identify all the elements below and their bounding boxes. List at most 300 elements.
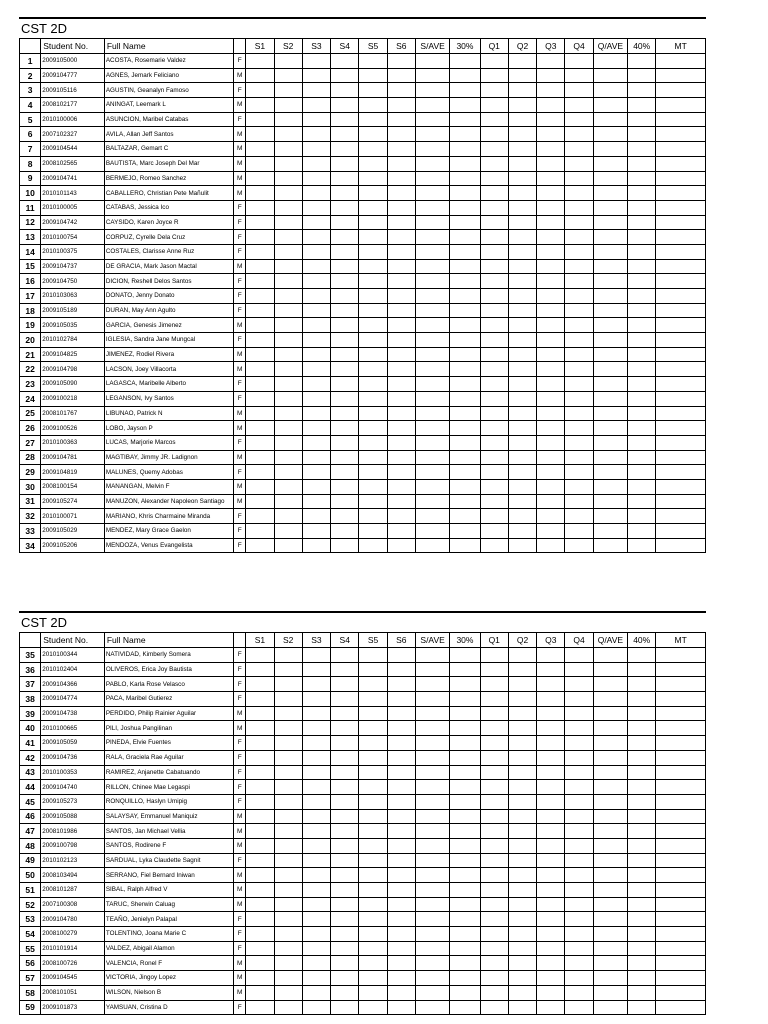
grade-cell[interactable]	[537, 230, 565, 245]
grade-cell[interactable]	[246, 941, 274, 956]
grade-cell[interactable]	[302, 736, 330, 751]
grade-cell[interactable]	[480, 333, 508, 348]
grade-cell[interactable]	[246, 333, 274, 348]
grade-cell[interactable]	[508, 941, 536, 956]
grade-cell[interactable]	[450, 274, 480, 289]
grade-cell[interactable]	[450, 648, 480, 663]
grade-cell[interactable]	[302, 927, 330, 942]
grade-cell[interactable]	[302, 941, 330, 956]
grade-cell[interactable]	[302, 318, 330, 333]
grade-cell[interactable]	[302, 230, 330, 245]
grade-cell[interactable]	[302, 897, 330, 912]
grade-cell[interactable]	[593, 809, 627, 824]
grade-cell[interactable]	[508, 171, 536, 186]
grade-cell[interactable]	[415, 200, 449, 215]
grade-cell[interactable]	[565, 956, 593, 971]
grade-cell[interactable]	[246, 765, 274, 780]
grade-cell[interactable]	[593, 142, 627, 157]
grade-cell[interactable]	[480, 677, 508, 692]
grade-cell[interactable]	[246, 750, 274, 765]
grade-cell[interactable]	[359, 971, 387, 986]
grade-cell[interactable]	[302, 450, 330, 465]
grade-cell[interactable]	[450, 244, 480, 259]
grade-cell[interactable]	[508, 289, 536, 304]
grade-cell[interactable]	[537, 721, 565, 736]
grade-cell[interactable]	[508, 333, 536, 348]
grade-cell[interactable]	[508, 736, 536, 751]
grade-cell[interactable]	[565, 142, 593, 157]
grade-cell[interactable]	[415, 985, 449, 1000]
grade-cell[interactable]	[387, 824, 415, 839]
grade-cell[interactable]	[302, 244, 330, 259]
grade-cell[interactable]	[480, 509, 508, 524]
grade-cell[interactable]	[246, 677, 274, 692]
grade-cell[interactable]	[656, 303, 706, 318]
grade-cell[interactable]	[387, 479, 415, 494]
grade-cell[interactable]	[415, 333, 449, 348]
grade-cell[interactable]	[450, 494, 480, 509]
grade-cell[interactable]	[480, 538, 508, 553]
grade-cell[interactable]	[331, 971, 359, 986]
grade-cell[interactable]	[593, 156, 627, 171]
grade-cell[interactable]	[450, 200, 480, 215]
grade-cell[interactable]	[302, 780, 330, 795]
grade-cell[interactable]	[274, 435, 302, 450]
grade-cell[interactable]	[246, 538, 274, 553]
grade-cell[interactable]	[246, 303, 274, 318]
grade-cell[interactable]	[246, 318, 274, 333]
grade-cell[interactable]	[387, 318, 415, 333]
grade-cell[interactable]	[246, 494, 274, 509]
grade-cell[interactable]	[480, 985, 508, 1000]
grade-cell[interactable]	[387, 230, 415, 245]
grade-cell[interactable]	[387, 538, 415, 553]
grade-cell[interactable]	[450, 259, 480, 274]
grade-cell[interactable]	[415, 274, 449, 289]
grade-cell[interactable]	[359, 956, 387, 971]
grade-cell[interactable]	[656, 318, 706, 333]
grade-cell[interactable]	[593, 421, 627, 436]
grade-cell[interactable]	[302, 838, 330, 853]
grade-cell[interactable]	[628, 985, 656, 1000]
grade-cell[interactable]	[480, 200, 508, 215]
grade-cell[interactable]	[387, 171, 415, 186]
grade-cell[interactable]	[537, 274, 565, 289]
grade-cell[interactable]	[302, 794, 330, 809]
grade-cell[interactable]	[246, 142, 274, 157]
grade-cell[interactable]	[628, 765, 656, 780]
grade-cell[interactable]	[450, 83, 480, 98]
grade-cell[interactable]	[656, 289, 706, 304]
grade-cell[interactable]	[246, 780, 274, 795]
grade-cell[interactable]	[450, 289, 480, 304]
grade-cell[interactable]	[387, 54, 415, 69]
grade-cell[interactable]	[537, 391, 565, 406]
grade-cell[interactable]	[508, 318, 536, 333]
grade-cell[interactable]	[359, 780, 387, 795]
grade-cell[interactable]	[565, 648, 593, 663]
grade-cell[interactable]	[302, 985, 330, 1000]
grade-cell[interactable]	[537, 853, 565, 868]
grade-cell[interactable]	[480, 883, 508, 898]
grade-cell[interactable]	[628, 406, 656, 421]
grade-cell[interactable]	[274, 794, 302, 809]
grade-cell[interactable]	[565, 809, 593, 824]
grade-cell[interactable]	[565, 406, 593, 421]
grade-cell[interactable]	[565, 391, 593, 406]
grade-cell[interactable]	[302, 347, 330, 362]
grade-cell[interactable]	[628, 142, 656, 157]
grade-cell[interactable]	[274, 127, 302, 142]
grade-cell[interactable]	[302, 421, 330, 436]
grade-cell[interactable]	[656, 897, 706, 912]
grade-cell[interactable]	[387, 244, 415, 259]
grade-cell[interactable]	[628, 897, 656, 912]
grade-cell[interactable]	[415, 362, 449, 377]
grade-cell[interactable]	[450, 230, 480, 245]
grade-cell[interactable]	[565, 83, 593, 98]
grade-cell[interactable]	[508, 838, 536, 853]
grade-cell[interactable]	[387, 765, 415, 780]
grade-cell[interactable]	[274, 274, 302, 289]
grade-cell[interactable]	[537, 985, 565, 1000]
grade-cell[interactable]	[628, 112, 656, 127]
grade-cell[interactable]	[359, 112, 387, 127]
grade-cell[interactable]	[628, 289, 656, 304]
grade-cell[interactable]	[450, 706, 480, 721]
grade-cell[interactable]	[387, 794, 415, 809]
grade-cell[interactable]	[415, 289, 449, 304]
grade-cell[interactable]	[656, 391, 706, 406]
grade-cell[interactable]	[593, 524, 627, 539]
grade-cell[interactable]	[508, 98, 536, 113]
grade-cell[interactable]	[246, 54, 274, 69]
grade-cell[interactable]	[415, 318, 449, 333]
grade-cell[interactable]	[302, 259, 330, 274]
grade-cell[interactable]	[656, 853, 706, 868]
grade-cell[interactable]	[246, 421, 274, 436]
grade-cell[interactable]	[450, 362, 480, 377]
grade-cell[interactable]	[387, 333, 415, 348]
grade-cell[interactable]	[387, 853, 415, 868]
grade-cell[interactable]	[593, 171, 627, 186]
grade-cell[interactable]	[274, 406, 302, 421]
grade-cell[interactable]	[656, 956, 706, 971]
grade-cell[interactable]	[415, 421, 449, 436]
grade-cell[interactable]	[565, 68, 593, 83]
grade-cell[interactable]	[450, 112, 480, 127]
grade-cell[interactable]	[480, 956, 508, 971]
grade-cell[interactable]	[508, 244, 536, 259]
grade-cell[interactable]	[331, 780, 359, 795]
grade-cell[interactable]	[565, 244, 593, 259]
grade-cell[interactable]	[450, 853, 480, 868]
grade-cell[interactable]	[246, 450, 274, 465]
grade-cell[interactable]	[246, 127, 274, 142]
grade-cell[interactable]	[331, 956, 359, 971]
grade-cell[interactable]	[593, 68, 627, 83]
grade-cell[interactable]	[246, 68, 274, 83]
grade-cell[interactable]	[593, 912, 627, 927]
grade-cell[interactable]	[302, 853, 330, 868]
grade-cell[interactable]	[415, 677, 449, 692]
grade-cell[interactable]	[359, 538, 387, 553]
grade-cell[interactable]	[302, 127, 330, 142]
grade-cell[interactable]	[450, 765, 480, 780]
grade-cell[interactable]	[628, 912, 656, 927]
grade-cell[interactable]	[331, 333, 359, 348]
grade-cell[interactable]	[302, 68, 330, 83]
grade-cell[interactable]	[593, 333, 627, 348]
grade-cell[interactable]	[480, 736, 508, 751]
grade-cell[interactable]	[537, 127, 565, 142]
grade-cell[interactable]	[387, 897, 415, 912]
grade-cell[interactable]	[628, 215, 656, 230]
grade-cell[interactable]	[537, 68, 565, 83]
grade-cell[interactable]	[508, 692, 536, 707]
grade-cell[interactable]	[480, 1000, 508, 1015]
grade-cell[interactable]	[656, 985, 706, 1000]
grade-cell[interactable]	[246, 985, 274, 1000]
grade-cell[interactable]	[387, 259, 415, 274]
grade-cell[interactable]	[359, 824, 387, 839]
grade-cell[interactable]	[274, 362, 302, 377]
grade-cell[interactable]	[387, 142, 415, 157]
grade-cell[interactable]	[628, 83, 656, 98]
grade-cell[interactable]	[415, 259, 449, 274]
grade-cell[interactable]	[415, 868, 449, 883]
grade-cell[interactable]	[387, 868, 415, 883]
grade-cell[interactable]	[593, 853, 627, 868]
grade-cell[interactable]	[387, 68, 415, 83]
grade-cell[interactable]	[331, 538, 359, 553]
grade-cell[interactable]	[302, 112, 330, 127]
grade-cell[interactable]	[565, 112, 593, 127]
grade-cell[interactable]	[331, 112, 359, 127]
grade-cell[interactable]	[537, 824, 565, 839]
grade-cell[interactable]	[450, 927, 480, 942]
grade-cell[interactable]	[537, 406, 565, 421]
grade-cell[interactable]	[359, 347, 387, 362]
grade-cell[interactable]	[274, 391, 302, 406]
grade-cell[interactable]	[628, 186, 656, 201]
grade-cell[interactable]	[302, 54, 330, 69]
grade-cell[interactable]	[656, 215, 706, 230]
grade-cell[interactable]	[593, 677, 627, 692]
grade-cell[interactable]	[480, 68, 508, 83]
grade-cell[interactable]	[302, 274, 330, 289]
grade-cell[interactable]	[593, 494, 627, 509]
grade-cell[interactable]	[656, 421, 706, 436]
grade-cell[interactable]	[565, 538, 593, 553]
grade-cell[interactable]	[508, 435, 536, 450]
grade-cell[interactable]	[508, 68, 536, 83]
grade-cell[interactable]	[628, 391, 656, 406]
grade-cell[interactable]	[331, 721, 359, 736]
grade-cell[interactable]	[537, 494, 565, 509]
grade-cell[interactable]	[359, 274, 387, 289]
grade-cell[interactable]	[508, 230, 536, 245]
grade-cell[interactable]	[274, 985, 302, 1000]
grade-cell[interactable]	[274, 524, 302, 539]
grade-cell[interactable]	[565, 450, 593, 465]
grade-cell[interactable]	[331, 98, 359, 113]
grade-cell[interactable]	[537, 347, 565, 362]
grade-cell[interactable]	[387, 509, 415, 524]
grade-cell[interactable]	[450, 479, 480, 494]
grade-cell[interactable]	[302, 824, 330, 839]
grade-cell[interactable]	[274, 421, 302, 436]
grade-cell[interactable]	[415, 377, 449, 392]
grade-cell[interactable]	[274, 112, 302, 127]
grade-cell[interactable]	[508, 259, 536, 274]
grade-cell[interactable]	[274, 83, 302, 98]
grade-cell[interactable]	[593, 362, 627, 377]
grade-cell[interactable]	[480, 692, 508, 707]
grade-cell[interactable]	[537, 956, 565, 971]
grade-cell[interactable]	[656, 838, 706, 853]
grade-cell[interactable]	[508, 274, 536, 289]
grade-cell[interactable]	[274, 333, 302, 348]
grade-cell[interactable]	[274, 494, 302, 509]
grade-cell[interactable]	[415, 524, 449, 539]
grade-cell[interactable]	[593, 985, 627, 1000]
grade-cell[interactable]	[656, 83, 706, 98]
grade-cell[interactable]	[565, 736, 593, 751]
grade-cell[interactable]	[565, 721, 593, 736]
grade-cell[interactable]	[565, 200, 593, 215]
grade-cell[interactable]	[302, 303, 330, 318]
grade-cell[interactable]	[246, 912, 274, 927]
grade-cell[interactable]	[656, 794, 706, 809]
grade-cell[interactable]	[628, 465, 656, 480]
grade-cell[interactable]	[565, 230, 593, 245]
grade-cell[interactable]	[302, 186, 330, 201]
grade-cell[interactable]	[628, 824, 656, 839]
grade-cell[interactable]	[302, 971, 330, 986]
grade-cell[interactable]	[359, 200, 387, 215]
grade-cell[interactable]	[480, 83, 508, 98]
grade-cell[interactable]	[537, 971, 565, 986]
grade-cell[interactable]	[274, 941, 302, 956]
grade-cell[interactable]	[359, 215, 387, 230]
grade-cell[interactable]	[628, 736, 656, 751]
grade-cell[interactable]	[628, 54, 656, 69]
grade-cell[interactable]	[656, 127, 706, 142]
grade-cell[interactable]	[302, 706, 330, 721]
grade-cell[interactable]	[628, 200, 656, 215]
grade-cell[interactable]	[387, 912, 415, 927]
grade-cell[interactable]	[593, 406, 627, 421]
grade-cell[interactable]	[387, 971, 415, 986]
grade-cell[interactable]	[415, 171, 449, 186]
grade-cell[interactable]	[480, 809, 508, 824]
grade-cell[interactable]	[480, 303, 508, 318]
grade-cell[interactable]	[565, 692, 593, 707]
grade-cell[interactable]	[480, 127, 508, 142]
grade-cell[interactable]	[387, 377, 415, 392]
grade-cell[interactable]	[302, 1000, 330, 1015]
grade-cell[interactable]	[387, 721, 415, 736]
grade-cell[interactable]	[359, 186, 387, 201]
grade-cell[interactable]	[480, 794, 508, 809]
grade-cell[interactable]	[359, 648, 387, 663]
grade-cell[interactable]	[302, 509, 330, 524]
grade-cell[interactable]	[628, 662, 656, 677]
grade-cell[interactable]	[508, 750, 536, 765]
grade-cell[interactable]	[246, 200, 274, 215]
grade-cell[interactable]	[359, 868, 387, 883]
grade-cell[interactable]	[359, 318, 387, 333]
grade-cell[interactable]	[480, 112, 508, 127]
grade-cell[interactable]	[656, 186, 706, 201]
grade-cell[interactable]	[387, 127, 415, 142]
grade-cell[interactable]	[537, 941, 565, 956]
grade-cell[interactable]	[274, 509, 302, 524]
grade-cell[interactable]	[537, 706, 565, 721]
grade-cell[interactable]	[359, 838, 387, 853]
grade-cell[interactable]	[274, 736, 302, 751]
grade-cell[interactable]	[537, 509, 565, 524]
grade-cell[interactable]	[593, 391, 627, 406]
grade-cell[interactable]	[274, 868, 302, 883]
grade-cell[interactable]	[593, 200, 627, 215]
grade-cell[interactable]	[415, 721, 449, 736]
grade-cell[interactable]	[274, 721, 302, 736]
grade-cell[interactable]	[480, 941, 508, 956]
grade-cell[interactable]	[274, 230, 302, 245]
grade-cell[interactable]	[387, 1000, 415, 1015]
grade-cell[interactable]	[565, 479, 593, 494]
grade-cell[interactable]	[387, 435, 415, 450]
grade-cell[interactable]	[508, 127, 536, 142]
grade-cell[interactable]	[246, 524, 274, 539]
grade-cell[interactable]	[565, 347, 593, 362]
grade-cell[interactable]	[359, 509, 387, 524]
grade-cell[interactable]	[359, 941, 387, 956]
grade-cell[interactable]	[331, 406, 359, 421]
grade-cell[interactable]	[537, 912, 565, 927]
grade-cell[interactable]	[415, 1000, 449, 1015]
grade-cell[interactable]	[331, 347, 359, 362]
grade-cell[interactable]	[331, 362, 359, 377]
grade-cell[interactable]	[508, 853, 536, 868]
grade-cell[interactable]	[628, 971, 656, 986]
grade-cell[interactable]	[331, 824, 359, 839]
grade-cell[interactable]	[480, 927, 508, 942]
grade-cell[interactable]	[302, 362, 330, 377]
grade-cell[interactable]	[480, 289, 508, 304]
grade-cell[interactable]	[246, 215, 274, 230]
grade-cell[interactable]	[415, 435, 449, 450]
grade-cell[interactable]	[331, 750, 359, 765]
grade-cell[interactable]	[246, 1000, 274, 1015]
grade-cell[interactable]	[565, 127, 593, 142]
grade-cell[interactable]	[593, 244, 627, 259]
grade-cell[interactable]	[508, 303, 536, 318]
grade-cell[interactable]	[537, 780, 565, 795]
grade-cell[interactable]	[359, 68, 387, 83]
grade-cell[interactable]	[565, 318, 593, 333]
grade-cell[interactable]	[302, 494, 330, 509]
grade-cell[interactable]	[628, 941, 656, 956]
grade-cell[interactable]	[415, 156, 449, 171]
grade-cell[interactable]	[508, 54, 536, 69]
grade-cell[interactable]	[387, 956, 415, 971]
grade-cell[interactable]	[387, 274, 415, 289]
grade-cell[interactable]	[593, 692, 627, 707]
grade-cell[interactable]	[628, 883, 656, 898]
